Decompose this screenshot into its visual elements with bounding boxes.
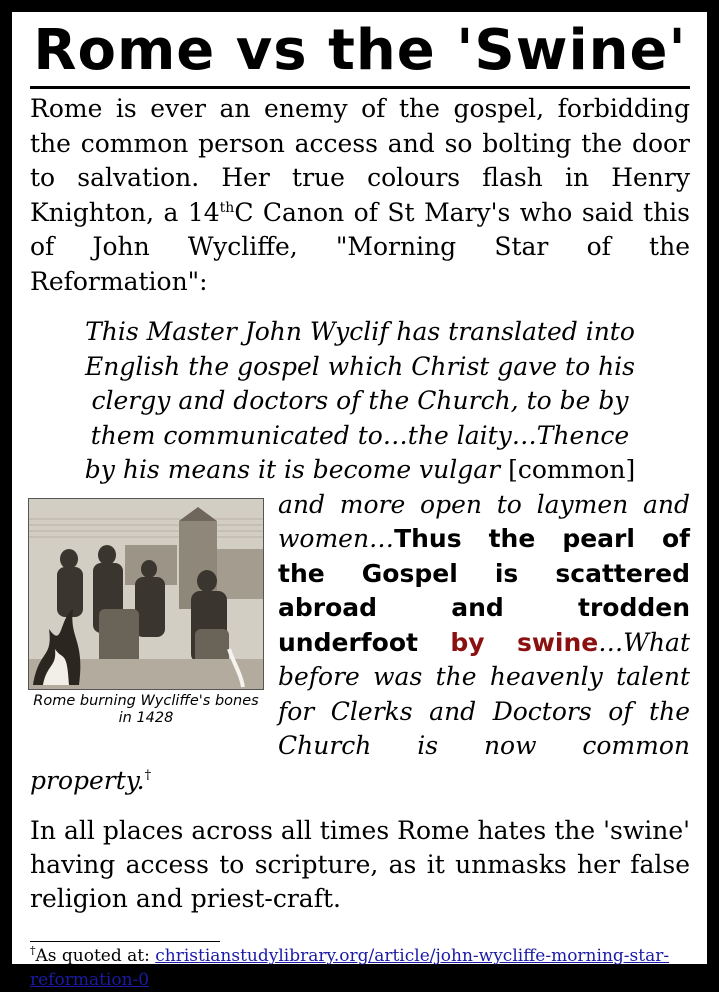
outro-paragraph: In all places across all times Rome hates the 'swine' having access to scripture, as it unmasks her false religion and priest-craft.: [30, 816, 690, 913]
quote-after-figure: and more open to laymen and women…: [278, 489, 690, 553]
quote-line-2: English the gospel which Christ gave to his: [84, 351, 636, 381]
footnote-label: As quoted at:: [35, 946, 156, 966]
quote-after-swine: …What before was the heavenly talent for Clerks and Doctors of the Church is now common property.: [30, 627, 690, 795]
intro-text-1: Rome is ever an enemy of the gospel, forbidding the common person access and so bolting the door to salvation. Her true colours flash in Henry Knighton, a 14: [30, 94, 690, 227]
page-frame: [12, 12, 707, 990]
page-title: Rome vs the 'Swine': [33, 18, 687, 83]
quote-bold-pearl: Thus the pearl of the Gospel is scattered abroad and trodden underfoot: [278, 524, 690, 657]
figure: [28, 498, 264, 727]
intro-paragraph: [30, 92, 690, 299]
intro-text-2: C Canon of St Mary's who said this of John Wycliffe, "Morning Star of the Reformation":: [30, 197, 690, 296]
footnote-rule: [30, 941, 220, 942]
intro-sup: th: [219, 199, 235, 216]
quote-line-5-italic: by his means it is become vulgar: [84, 455, 509, 484]
quote-line-5: [30, 453, 690, 488]
footnote: [30, 944, 690, 992]
quote-gloss-common: [common]: [508, 455, 636, 484]
title-bar: [30, 18, 690, 89]
footnote-dagger: †: [30, 944, 36, 957]
quote-line-4: them communicated to…the laity…Thence: [90, 420, 630, 450]
quote-line-1: This Master John Wyclif has translated into: [85, 317, 635, 346]
quote-line-3: clergy and doctors of the Church, to be by: [91, 386, 629, 415]
engraving-image: [28, 498, 264, 690]
quote-swine: by swine: [450, 627, 599, 657]
content: [30, 92, 690, 992]
quote-dagger: †: [144, 767, 152, 783]
knighton-quote: [30, 315, 690, 798]
footnote-link[interactable]: christianstudylibrary.org/article/john-wycliffe-morning-star-reformation-0: [30, 946, 670, 990]
figure-caption: Rome burning Wycliffe's bones in 1428: [33, 692, 259, 726]
